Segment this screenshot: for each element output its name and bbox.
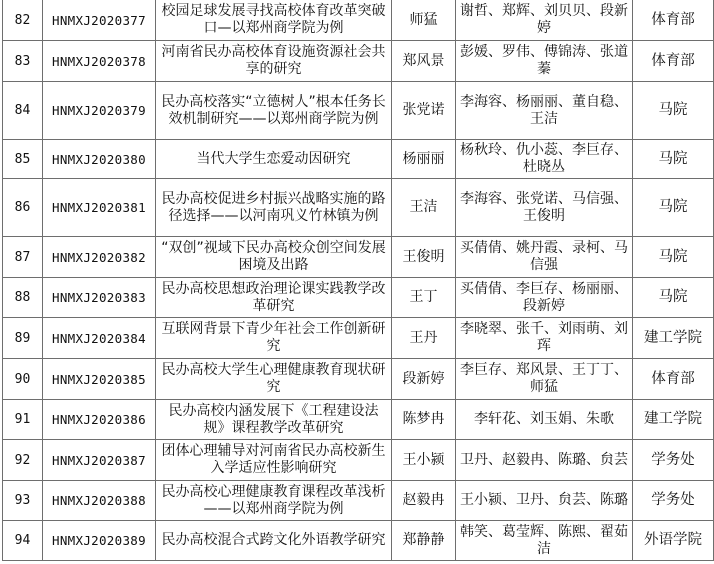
project-members[interactable]: 李晓翠、张千、刘雨萌、刘珲 <box>456 318 633 359</box>
project-code[interactable]: HNMXJ2020389 <box>43 521 156 561</box>
department[interactable]: 马院 <box>633 82 714 140</box>
project-members[interactable]: 谢哲、郑辉、刘贝贝、段新婷 <box>456 0 633 41</box>
project-members[interactable]: 杨秋玲、仇小蕊、李巨存、杜晓丛 <box>456 140 633 179</box>
row-number[interactable]: 90 <box>3 359 43 400</box>
project-title[interactable]: 当代大学生恋爱动因研究 <box>156 140 392 179</box>
row-number[interactable]: 92 <box>3 440 43 481</box>
department[interactable]: 体育部 <box>633 359 714 400</box>
project-code[interactable]: HNMXJ2020379 <box>43 82 156 140</box>
department[interactable]: 建工学院 <box>633 400 714 440</box>
department[interactable]: 建工学院 <box>633 318 714 359</box>
project-code[interactable]: HNMXJ2020381 <box>43 179 156 237</box>
project-leader[interactable]: 杨丽丽 <box>392 140 456 179</box>
table-row[interactable] <box>3 237 714 278</box>
project-code[interactable]: HNMXJ2020382 <box>43 237 156 278</box>
project-title[interactable]: “双创”视域下民办高校众创空间发展困境及出路 <box>156 237 392 278</box>
table-row[interactable] <box>3 521 714 561</box>
project-leader[interactable]: 赵毅冉 <box>392 481 456 521</box>
project-members[interactable]: 卫丹、赵毅冉、陈璐、贠芸 <box>456 440 633 481</box>
table-row[interactable] <box>3 359 714 400</box>
department[interactable]: 学务处 <box>633 440 714 481</box>
row-number[interactable]: 86 <box>3 179 43 237</box>
project-title[interactable]: 团体心理辅导对河南省民办高校新生入学适应性影响研究 <box>156 440 392 481</box>
department[interactable]: 体育部 <box>633 0 714 41</box>
project-leader[interactable]: 王洁 <box>392 179 456 237</box>
project-members[interactable]: 李轩花、刘玉娟、朱歌 <box>456 400 633 440</box>
table-row[interactable] <box>3 179 714 237</box>
department[interactable]: 马院 <box>633 179 714 237</box>
project-members[interactable]: 买倩倩、姚丹霞、录柯、马信强 <box>456 237 633 278</box>
project-code[interactable]: HNMXJ2020380 <box>43 140 156 179</box>
project-title[interactable]: 民办高校大学生心理健康教育现状研究 <box>156 359 392 400</box>
project-members[interactable]: 李海容、张党诺、马信强、王俊明 <box>456 179 633 237</box>
department[interactable]: 外语学院 <box>633 521 714 561</box>
project-leader[interactable]: 师猛 <box>392 0 456 41</box>
table-row[interactable] <box>3 400 714 440</box>
table-row[interactable] <box>3 481 714 521</box>
project-leader[interactable]: 段新婷 <box>392 359 456 400</box>
project-leader[interactable]: 王丁 <box>392 278 456 318</box>
project-code[interactable]: HNMXJ2020378 <box>43 41 156 82</box>
table-row[interactable] <box>3 41 714 82</box>
department[interactable]: 马院 <box>633 140 714 179</box>
project-leader[interactable]: 郑静静 <box>392 521 456 561</box>
table-row[interactable] <box>3 140 714 179</box>
table-row[interactable] <box>3 278 714 318</box>
project-members[interactable]: 韩笑、葛莹辉、陈熙、翟茹洁 <box>456 521 633 561</box>
row-number[interactable]: 85 <box>3 140 43 179</box>
project-leader[interactable]: 陈梦冉 <box>392 400 456 440</box>
project-code[interactable]: HNMXJ2020377 <box>43 0 156 41</box>
department[interactable]: 马院 <box>633 278 714 318</box>
project-leader[interactable]: 郑风景 <box>392 41 456 82</box>
project-title[interactable]: 河南省民办高校体育设施资源社会共享的研究 <box>156 41 392 82</box>
table-row[interactable] <box>3 318 714 359</box>
project-members[interactable]: 李巨存、郑风景、王丁丁、师猛 <box>456 359 633 400</box>
project-title[interactable]: 民办高校促进乡村振兴战略实施的路径选择——以河南巩义竹林镇为例 <box>156 179 392 237</box>
row-number[interactable]: 94 <box>3 521 43 561</box>
row-number[interactable]: 83 <box>3 41 43 82</box>
row-number[interactable]: 82 <box>3 0 43 41</box>
project-leader[interactable]: 王小颍 <box>392 440 456 481</box>
project-title[interactable]: 民办高校思想政治理论课实践教学改革研究 <box>156 278 392 318</box>
project-members[interactable]: 彭媛、罗伟、傅锦涛、张道蓁 <box>456 41 633 82</box>
project-code[interactable]: HNMXJ2020383 <box>43 278 156 318</box>
project-members[interactable]: 买倩倩、李巨存、杨丽丽、段新婷 <box>456 278 633 318</box>
row-number[interactable]: 89 <box>3 318 43 359</box>
row-number[interactable]: 87 <box>3 237 43 278</box>
project-code[interactable]: HNMXJ2020388 <box>43 481 156 521</box>
project-table <box>2 0 714 561</box>
department[interactable]: 体育部 <box>633 41 714 82</box>
project-title[interactable]: 民办高校落实“立德树人”根本任务长效机制研究——以郑州商学院为例 <box>156 82 392 140</box>
row-number[interactable]: 84 <box>3 82 43 140</box>
table-row[interactable] <box>3 82 714 140</box>
project-title[interactable]: 互联网背景下青少年社会工作创新研究 <box>156 318 392 359</box>
project-title[interactable]: 民办高校心理健康教育课程改革浅析——以郑州商学院为例 <box>156 481 392 521</box>
row-number[interactable]: 91 <box>3 400 43 440</box>
project-title[interactable]: 民办高校内涵发展下《工程建设法规》课程教学改革研究 <box>156 400 392 440</box>
row-number[interactable]: 93 <box>3 481 43 521</box>
department[interactable]: 学务处 <box>633 481 714 521</box>
project-leader[interactable]: 王丹 <box>392 318 456 359</box>
table-row[interactable] <box>3 0 714 41</box>
project-members[interactable]: 王小颍、卫丹、贠芸、陈璐 <box>456 481 633 521</box>
project-title[interactable]: 校园足球发展寻找高校体育改革突破口—以郑州商学院为例 <box>156 0 392 41</box>
project-code[interactable]: HNMXJ2020384 <box>43 318 156 359</box>
project-leader[interactable]: 张党诺 <box>392 82 456 140</box>
project-code[interactable]: HNMXJ2020387 <box>43 440 156 481</box>
department[interactable]: 马院 <box>633 237 714 278</box>
table-row[interactable] <box>3 440 714 481</box>
project-code[interactable]: HNMXJ2020385 <box>43 359 156 400</box>
project-leader[interactable]: 王俊明 <box>392 237 456 278</box>
project-title[interactable]: 民办高校混合式跨文化外语教学研究 <box>156 521 392 561</box>
project-members[interactable]: 李海容、杨丽丽、董自稳、王洁 <box>456 82 633 140</box>
row-number[interactable]: 88 <box>3 278 43 318</box>
project-code[interactable]: HNMXJ2020386 <box>43 400 156 440</box>
